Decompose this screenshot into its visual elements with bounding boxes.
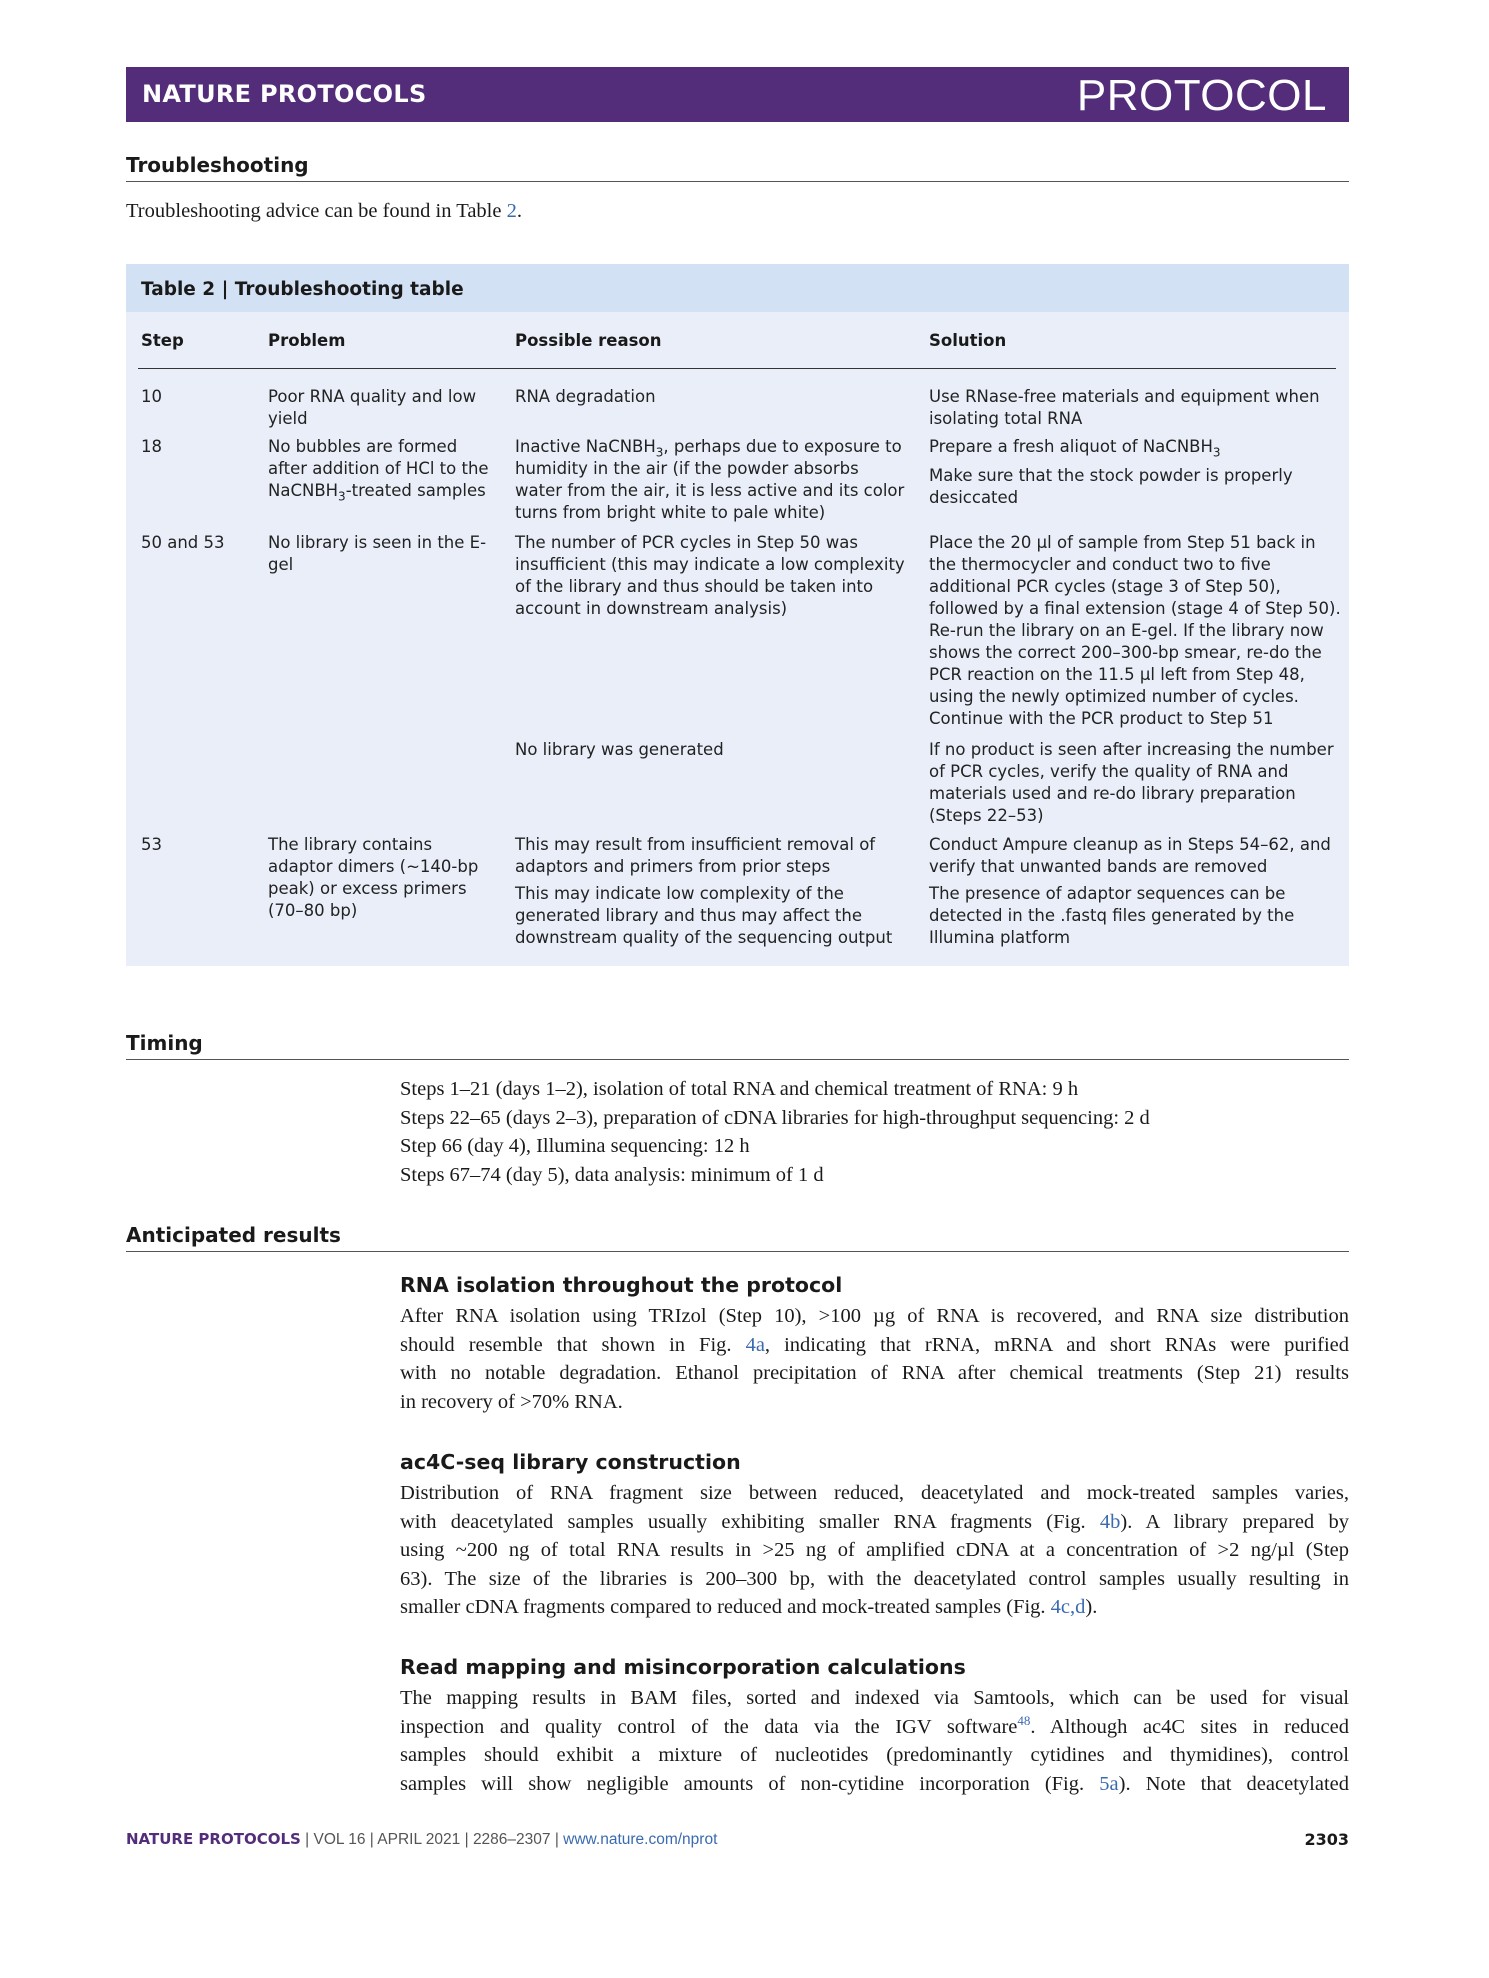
- table-cell-problem: No bubbles are formed after addition of HCl to the NaCNBH$_3$-treated samples: [268, 437, 489, 504]
- paragraph-read-mapping: The mapping results in BAM files, sorted and indexed via Samtools, which can be used for visual inspection and quality control of the data via the IGV software$^{48}$. Although ac4C sites in reduced samples should exhibit a mixture of nucleotides (predominantly cytidines and thymidines), control samples will show negligible amounts of non-cytidine incorporation (Fig. 5a). Note that deacetylated: [400, 1687, 1349, 1795]
- column-header-reason: Possible reason: [515, 331, 662, 350]
- table-cell-reason: RNA degradation: [515, 387, 656, 406]
- table-cell-solution: Prepare a fresh aliquot of NaCNBH$_3$: [929, 437, 1221, 460]
- table-cell-step: 50 and 53: [141, 533, 225, 552]
- table-caption-bar: [126, 264, 1349, 312]
- table-cell-problem: No library is seen in the E-gel: [268, 533, 487, 574]
- table-cell-reason: This may indicate low complexity of the generated library and thus may affect the downstream quality of the sequencing output: [515, 884, 893, 947]
- table-cell-reason: No library was generated: [515, 740, 724, 759]
- table-cell-reason: This may result from insufficient removal of adaptors and primers from prior steps: [515, 835, 876, 876]
- table-cell-step: 53: [141, 835, 162, 854]
- table-2-link[interactable]: 2: [506, 200, 517, 222]
- footer-url-link[interactable]: www.nature.com/nprot: [563, 1831, 718, 1848]
- table-cell-solution: If no product is seen after increasing the number of PCR cycles, verify the quality of RNA and materials used and re-do library preparation (Steps 22–53): [929, 740, 1334, 825]
- table-cell-solution: The presence of adaptor sequences can be detected in the .fastq files generated by the Illumina platform: [929, 884, 1295, 947]
- table-cell-solution: Make sure that the stock powder is properly desiccated: [929, 466, 1293, 507]
- figure-4a-link[interactable]: 4a: [745, 1333, 765, 1356]
- paragraph-rna-isolation: After RNA isolation using TRIzol (Step 10), >100 µg of RNA is recovered, and RNA size distribution should resemble that shown in Fig. 4a, indicating that rRNA, mRNA and short RNAs were purified with no notable degradation. Ethanol precipitation of RNA after chemical treatments (Step 21) results in recovery of >70% RNA.: [400, 1305, 1349, 1413]
- troubleshooting-table: [126, 264, 1349, 966]
- table-cell-reason: Inactive NaCNBH$_3$, perhaps due to exposure to humidity in the air (if the powder absorbs water from the air, it is less active and its color turns from bright white to pale white): [515, 437, 905, 522]
- timing-item: Steps 67–74 (day 5), data analysis: minimum of 1 d: [400, 1163, 824, 1186]
- figure-4cd-link[interactable]: 4c,d: [1050, 1596, 1086, 1619]
- timing-item: Steps 22–65 (days 2–3), preparation of cDNA libraries for high-throughput sequencing: 2 d: [400, 1106, 1150, 1129]
- figure-4b-link[interactable]: 4b: [1099, 1510, 1121, 1533]
- timing-item: Steps 1–21 (days 1–2), isolation of total RNA and chemical treatment of RNA: 9 h: [400, 1078, 1079, 1100]
- article-type: PROTOCOL: [1076, 71, 1327, 120]
- footer-pages: 2286–2307: [472, 1831, 551, 1848]
- table-cell-reason: The number of PCR cycles in Step 50 was insufficient (this may indicate a low complexity of the library and thus should be taken into account in downstream analysis): [515, 533, 905, 618]
- table-cell-step: 18: [141, 437, 162, 456]
- subsection-title: RNA isolation throughout the protocol: [400, 1273, 843, 1297]
- page-number: 2303: [1304, 1830, 1349, 1849]
- subsection-title: Read mapping and misincorporation calculations: [400, 1655, 966, 1679]
- figure-5a-link[interactable]: 5a: [1099, 1772, 1119, 1795]
- column-header-problem: Problem: [268, 331, 346, 350]
- timing-heading: Timing: [126, 1031, 1349, 1060]
- table-cell-solution: Conduct Ampure cleanup as in Steps 54–62, and verify that unwanted bands are removed: [929, 835, 1331, 876]
- table-cell-problem: The library contains adaptor dimers (~140-bp peak) or excess primers (70–80 bp): [268, 835, 479, 920]
- column-header-solution: Solution: [929, 331, 1007, 350]
- troubleshooting-heading: Troubleshooting: [126, 153, 1349, 182]
- journal-name: NATURE PROTOCOLS: [142, 80, 427, 108]
- table-caption: Table 2 | Troubleshooting table: [141, 279, 464, 300]
- table-cell-solution: Place the 20 µl of sample from Step 51 back in the thermocycler and conduct two to five additional PCR cycles (stage 3 of Step 50), followed by a final extension (stage 4 of Step 50). Re-run the library on an E-gel. If the library now shows the correct 200–300-bp smear, re-do the PCR reaction on the 11.5 µl left from Step 48, using the newly optimized number of cycles. Continue with the PCR product to Step 51: [929, 533, 1341, 728]
- table-cell-problem: Poor RNA quality and low yield: [268, 387, 477, 428]
- header-rule: [138, 368, 1336, 369]
- journal-banner: [126, 67, 1349, 122]
- table-cell-step: 10: [141, 387, 162, 406]
- footer-date: APRIL 2021: [377, 1831, 461, 1848]
- reference-48-link[interactable]: 48: [1017, 1712, 1031, 1728]
- troubleshooting-intro: Troubleshooting advice can be found in Table 2.: [126, 200, 522, 222]
- page-footer: NATURE PROTOCOLS | VOL 16 | APRIL 2021 | 2286–2307 | www.nature.com/nprot 2303: [126, 1830, 1349, 1849]
- footer-volume: VOL 16: [313, 1831, 366, 1848]
- subsection-title: ac4C-seq library construction: [400, 1450, 741, 1474]
- timing-item: Step 66 (day 4), Illumina sequencing: 12 h: [400, 1135, 750, 1158]
- table-cell-solution: Use RNase-free materials and equipment when isolating total RNA: [929, 387, 1320, 428]
- timing-list: [400, 1075, 1349, 1189]
- footer-journal: NATURE PROTOCOLS: [126, 1830, 301, 1848]
- paragraph-library-construction: Distribution of RNA fragment size between reduced, deacetylated and mock-treated samples varies, with deacetylated samples usually exhibiting smaller RNA fragments (Fig. 4b). A library prepared by using ~200 ng of total RNA results in >25 ng of amplified cDNA at a concentration of >2 ng/µl (Step 63). The size of the libraries is 200–300 bp, with the deacetylated control samples usually resulting in smaller cDNA fragments compared to reduced and mock-treated samples (Fig. 4c,d).: [400, 1482, 1349, 1619]
- column-header-step: Step: [141, 331, 184, 350]
- anticipated-results-heading: Anticipated results: [126, 1223, 1349, 1252]
